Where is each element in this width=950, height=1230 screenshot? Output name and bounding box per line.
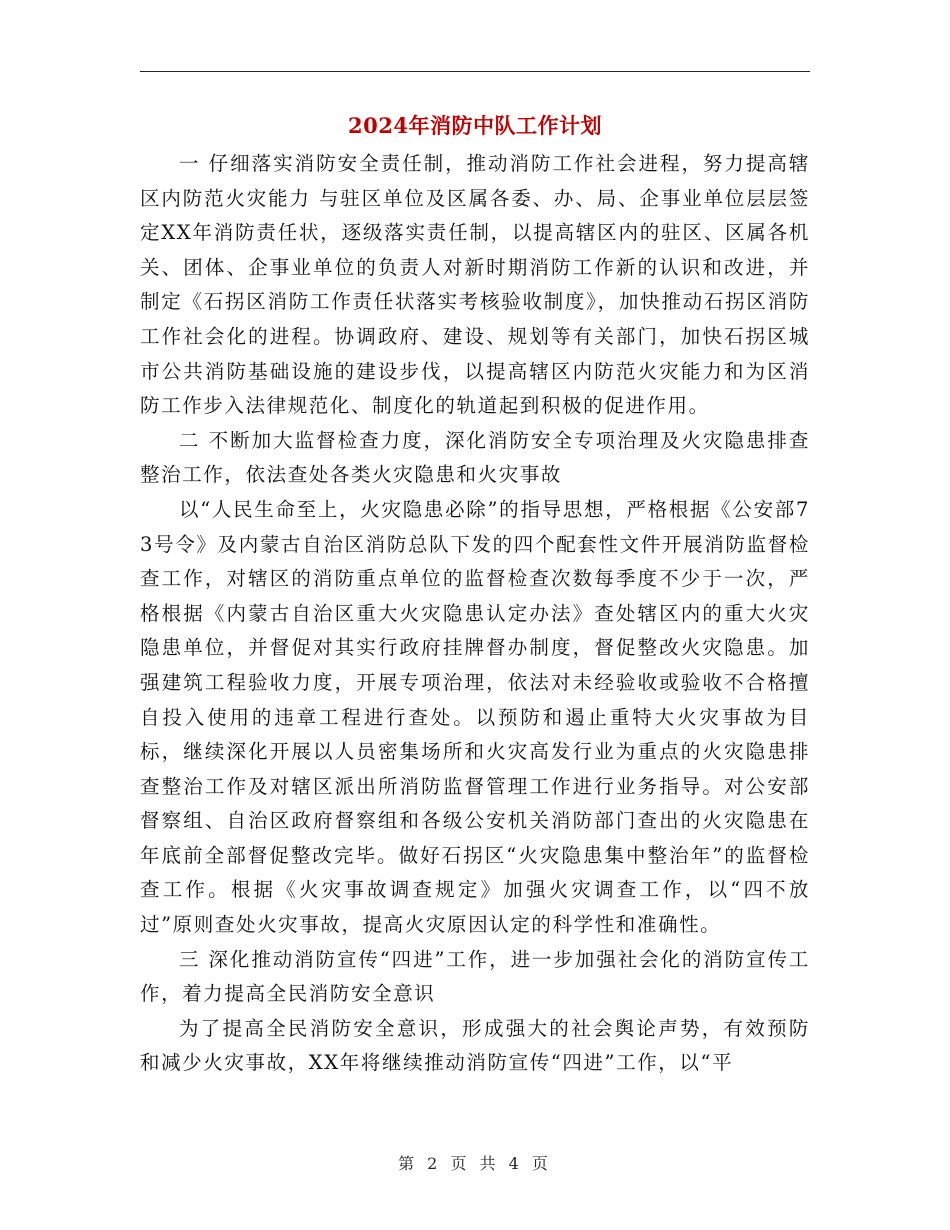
paragraph-section-3-heading: 三 深化推动消防宣传“四进”工作，进一步加强社会化的消防宣传工作，着力提高全民消防安全意识 xyxy=(140,947,810,1006)
paragraph-section-2-heading: 二 不断加大监督检查力度，深化消防安全专项治理及火灾隐患排查整治工作，依法查处各类火灾隐患和火灾事故 xyxy=(140,428,810,487)
header-rule xyxy=(140,71,810,72)
document-body xyxy=(140,147,810,1081)
paragraph-section-1: 一 仔细落实消防安全责任制，推动消防工作社会进程，努力提高辖区内防范火灾能力 与驻区单位及区属各委、办、局、企事业单位层层签定XX年消防责任状，逐级落实责任制，以提高辖区内的驻区、区属各机关、团体、企事业单位的负责人对新时期消防工作新的认识和改进，并制定《石拐区消防工作责任状落实考核验收制度》，加快推动石拐区消防工作社会化的进程。协调政府、建设、规划等有关部门，加快石拐区城市公共消防基础设施的建设步伐，以提高辖区内防范火灾能力和为区消防工作步入法律规范化、制度化的轨道起到积极的促进作用。 xyxy=(140,152,810,418)
page-number-footer: 第 2 页 共 4 页 xyxy=(398,1154,552,1173)
paragraph-section-2-body: 以“人民生命至上，火灾隐患必除”的指导思想，严格根据《公安部73号令》及内蒙古自治区消防总队下发的四个配套性文件开展消防监督检查工作，对辖区的消防重点单位的监督检查次数每季度不少于一次，严格根据《内蒙古自治区重大火灾隐患认定办法》查处辖区内的重大火灾隐患单位，并督促对其实行政府挂牌督办制度，督促整改火灾隐患。加强建筑工程验收力度，开展专项治理，依法对未经验收或验收不合格擅自投入使用的违章工程进行查处。以预防和遏止重特大火灾事故为目标，继续深化开展以人员密集场所和火灾高发行业为重点的火灾隐患排查整治工作及对辖区派出所消防监督管理工作进行业务指导。对公安部督察组、自治区政府督察组和各级公安机关消防部门查出的火灾隐患在年底前全部督促整改完毕。做好石拐区“火灾隐患集中整治年”的监督检查工作。根据《火灾事故调查规定》加强火灾调查工作，以“四不放过”原则查处火灾事故，提高火灾原因认定的科学性和准确性。 xyxy=(140,497,810,937)
paragraph-section-3-body: 为了提高全民消防安全意识，形成强大的社会舆论声势，有效预防和减少火灾事故，XX年将继续推动消防宣传“四进”工作，以“平 xyxy=(140,1016,810,1075)
document-title: 2024年消防中队工作计划 xyxy=(348,113,602,138)
